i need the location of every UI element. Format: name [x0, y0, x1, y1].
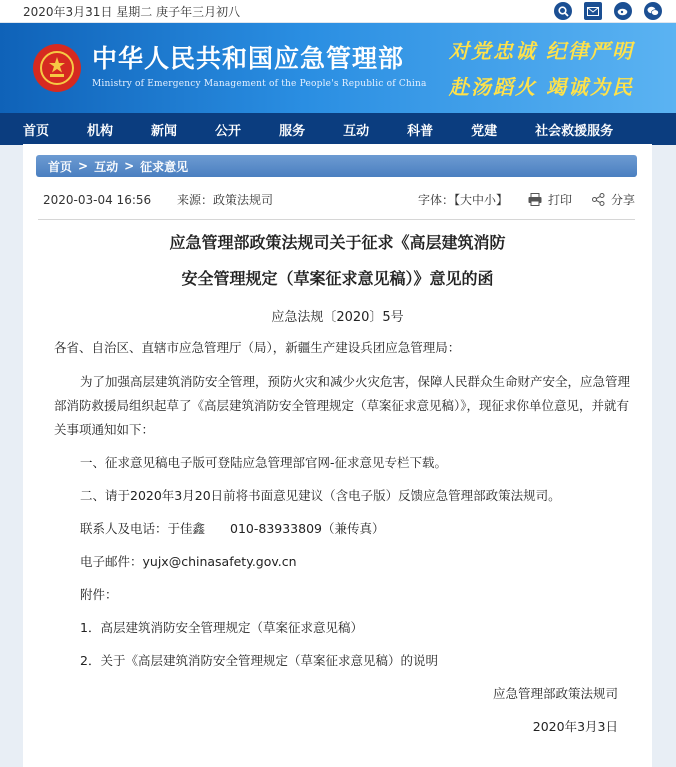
national-emblem-icon — [33, 44, 81, 92]
breadcrumb-section[interactable]: 互动 — [94, 159, 119, 174]
wechat-icon[interactable] — [644, 2, 662, 20]
contact-info: 联系人及电话：于佳鑫 010-83933809（兼传真） — [80, 521, 385, 536]
article-title-line-2: 安全管理规定（草案征求意见稿）》意见的函 — [181, 269, 494, 288]
site-title: 中华人民共和国应急管理部 — [92, 44, 405, 73]
article-title-line-1: 应急管理部政策法规司关于征求《高层建筑消防 — [169, 233, 506, 252]
article-body — [23, 331, 652, 743]
top-icons — [554, 2, 662, 20]
weibo-icon[interactable] — [614, 2, 632, 20]
top-bar — [0, 0, 676, 23]
mail-icon[interactable] — [584, 2, 602, 20]
nav-item-home[interactable]: 首页 — [23, 123, 50, 139]
nav-item-organization[interactable]: 机构 — [87, 123, 114, 139]
nav-item-news[interactable]: 新闻 — [151, 123, 178, 139]
attachment-1[interactable]: 1．高层建筑消防安全管理规定（草案征求意见稿） — [80, 620, 363, 635]
signature-date: 2020年3月3日 — [532, 719, 618, 734]
breadcrumb-separator: > — [124, 159, 135, 173]
nav-item-services[interactable]: 服务 — [279, 123, 306, 139]
article-source: 来源：政策法规司 — [176, 192, 273, 207]
intro-paragraph: 为了加强高层建筑消防安全管理，预防火灾和减少火灾危害，保障人民群众生命财产安全，应急管理部消防救援局组织起草了《高层建筑消防安全管理规定（草案征求意见稿）》，现征求你单位意见，并就有关事项通知如下： — [54, 374, 631, 437]
breadcrumb-current[interactable]: 征求意见 — [140, 159, 189, 174]
slogan-line-2: 赴汤蹈火 竭诚为民 — [449, 75, 634, 99]
site-title-english: Ministry of Emergency Management of the People's Republic of China — [92, 79, 427, 89]
salutation: 各省、自治区、直辖市应急管理厅（局），新疆生产建设兵团应急管理局： — [54, 340, 461, 355]
breadcrumb-home[interactable]: 首页 — [48, 159, 73, 174]
search-icon[interactable] — [554, 2, 572, 20]
nav-item-rescue-services[interactable]: 社会救援服务 — [535, 123, 614, 139]
nav-item-party[interactable]: 党建 — [471, 123, 498, 139]
breadcrumb-separator: > — [78, 159, 89, 173]
share-icon — [592, 193, 605, 206]
printer-icon — [528, 193, 542, 206]
attachment-2[interactable]: 2．关于《高层建筑消防安全管理规定（草案征求意见稿）的说明 — [80, 653, 438, 668]
article-title — [23, 225, 652, 297]
font-size-selector[interactable]: 字体：【大中小】 — [417, 192, 508, 207]
notice-item-2: 二、请于2020年3月20日前将书面意见建议（含电子版）反馈应急管理部政策法规司。 — [80, 488, 561, 503]
nav-item-disclosure[interactable]: 公开 — [215, 123, 242, 139]
attachments-label: 附件： — [80, 587, 118, 602]
article-container — [23, 144, 652, 767]
share-label: 分享 — [610, 192, 635, 207]
print-button[interactable] — [528, 191, 572, 208]
nav-item-science[interactable]: 科普 — [407, 123, 434, 139]
notice-item-1: 一、征求意见稿电子版可登陆应急管理部官网-征求意见专栏下载。 — [80, 455, 448, 470]
document-number: 应急法规〔2020〕5号 — [271, 310, 404, 325]
breadcrumb — [36, 155, 637, 177]
share-button[interactable] — [592, 191, 635, 208]
email-info: 电子邮件：yujx@chinasafety.gov.cn — [80, 554, 297, 569]
main-nav — [0, 113, 676, 145]
nav-item-interaction[interactable]: 互动 — [343, 123, 370, 139]
signature: 应急管理部政策法规司 — [492, 686, 618, 701]
site-banner — [0, 23, 676, 113]
article-meta — [43, 190, 635, 208]
current-date: 2020年3月31日 星期二 庚子年三月初八 — [23, 4, 241, 19]
divider — [38, 219, 635, 220]
publish-datetime: 2020-03-04 16:56 — [43, 192, 152, 207]
print-label: 打印 — [547, 192, 572, 207]
slogan-line-1: 对党忠诚 纪律严明 — [449, 39, 634, 63]
